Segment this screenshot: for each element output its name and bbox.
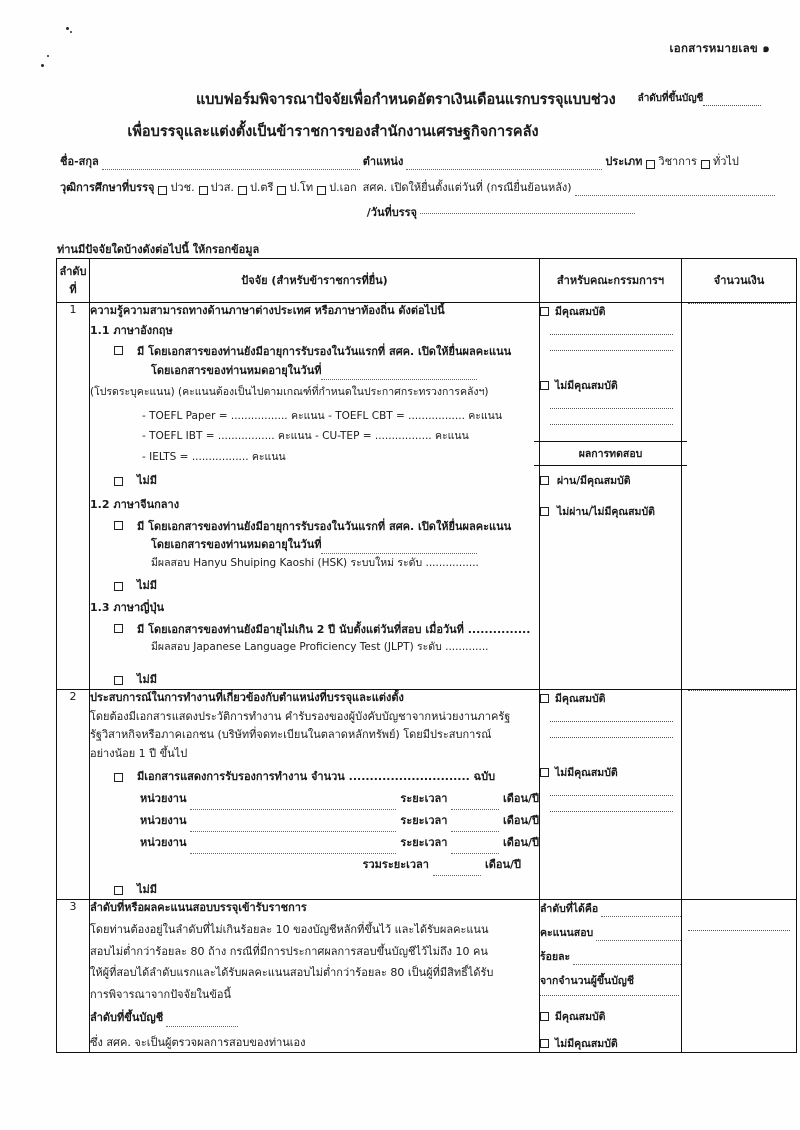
org-label-1: หน่วยงาน [140,792,187,806]
row1-section2-no-label: ไม่มี [137,579,158,593]
checkbox-row1-not-qualified[interactable] [540,381,549,390]
english-score-lines [90,406,539,467]
duration-input-1[interactable] [451,799,499,810]
appointment-date-input[interactable] [420,203,635,214]
row3-rank-label: ลำดับที่ได้คือ [540,903,599,916]
checkbox-english-no[interactable] [114,477,123,486]
checkbox-row2-qualified[interactable] [540,694,549,703]
unit-label-1: เดือน/ปี [502,792,539,806]
row1-number: 1 [57,303,90,690]
name-label: ชื่อ-สกุล [60,155,99,168]
row3-committee-not-qualified-option [540,1035,681,1052]
checkbox-row2-not-qualified[interactable] [540,768,549,777]
row2-paragraph-3: อย่างน้อย 1 ปี ขึ้นไป [90,747,188,761]
unit-label-3: เดือน/ปี [502,836,539,850]
row1-section3-no-label: ไม่มี [137,673,158,687]
checkbox-row3-qualified[interactable] [540,1012,549,1021]
row1-committee-cell [540,303,682,690]
name-position-type-row [60,152,778,170]
duration-label-3: ระยะเวลา [400,836,448,850]
row3-committee-qualified-label: มีคุณสมบัติ [555,1011,606,1024]
row1-section1-yes-line2: โดยเอกสารของท่านหมดอายุในวันที่ [151,364,322,378]
unit-label-2: เดือน/ปี [502,814,539,828]
row1-committee-qualified-option [540,303,681,320]
checkbox-education-povoso[interactable] [199,186,208,195]
row3-rank-input[interactable] [601,906,681,917]
row1-section2-no-option [90,578,539,595]
row1-section1-yes-line1: มี โดยเอกสารของท่านยังมีอายุการรับรองในวันแรกที่ สศค. เปิดให้ยื่นผลคะแนน [137,345,512,359]
row1-committee-note-line-1[interactable] [550,334,673,335]
row3-paragraph-2: สอบไม่ต่ำกว่าร้อยละ 80 ถ้าง กรณีที่มีการประกาศผลการสอบขึ้นบัญชีไว้ไม่ถึง 10 คน [90,944,488,958]
row3-percent-input[interactable] [573,954,681,965]
row2-yes-option [90,769,539,786]
row3-paragraph-3: ให้ผู้ที่สอบได้ลำดับแรกและได้รับผลคะแนนสอบไม่ต่ำกว่าร้อยละ 80 เป็นผู้ที่มีสิทธิ์ได้รับ [90,966,494,980]
row3-from-total-label: จากจำนวนผู้ขึ้นบัญชี [540,975,634,988]
row1-section2-yes-line2: โดยเอกสารของท่านหมดอายุในวันที่ [151,538,322,552]
row2-number: 2 [57,689,90,899]
checkbox-row3-not-qualified[interactable] [540,1039,549,1048]
test-result-pass-option [534,466,687,489]
header-amount: จำนวนเงิน [682,259,797,303]
row3-score-label: คะแนนสอบ [540,927,594,940]
row2-yes-label[interactable]: มีเอกสารแสดงการรับรองการทำงาน จำนวน ............................. ฉบับ [137,769,496,783]
row1-section3-title: 1.3 ภาษาญี่ปุ่น [90,600,165,614]
education-option-0: ปวช. [170,181,195,194]
row2-committee-qualified-option [540,690,681,707]
row1-section1-note: (โปรดระบุคะแนน) (คะแนนต้องเป็นไปตามเกณฑ์ที่กำหนดในประกาศกระทรวงการคลังฯ) [90,385,489,398]
row1-committee-not-qualified-label: ไม่มีคุณสมบัติ [555,380,618,392]
checkbox-type-general[interactable] [701,160,710,169]
row3-paragraph-4: การพิจารณาจากปัจจัยในข้อนี้ [90,988,232,1002]
score-line-toefl-ibt-cutep[interactable]: - TOEFL IBT = ................. คะแนน - CU-TEP = ................. คะแนน [142,430,469,443]
row2-heading: ประสบการณ์ในการทำงานที่เกี่ยวข้องกับตำแหน่งที่บรรจุและแต่งตั้ง [90,690,404,704]
table-header-row [57,259,797,303]
submission-date-input[interactable] [575,185,775,196]
row2-committee-qualified-label: มีคุณสมบัติ [555,692,606,705]
org-input-1[interactable] [190,799,396,810]
appointment-date-row [60,203,778,221]
test-result-title: ผลการทดสอบ [534,442,687,466]
row1-section1-no-option [90,473,539,490]
org-label-3: หน่วยงาน [140,836,187,850]
scan-artifact [47,55,49,57]
scan-artifact [70,31,72,33]
employment-total-row [140,854,539,876]
test-result-pass-label: ผ่าน/มีคุณสมบัติ [557,475,631,487]
position-input[interactable] [406,159,602,170]
sequence-account-field [638,88,762,106]
checkbox-education-povocho[interactable] [158,186,167,195]
duration-input-2[interactable] [451,821,499,832]
row1-committee-not-qualified-option [540,377,681,394]
score-line-toefl-paper-cbt[interactable]: - TOEFL Paper = ................. คะแนน - TOEFL CBT = ................. คะแนน [142,409,503,422]
checkbox-result-fail[interactable] [540,507,549,516]
row3-percent-label: ร้อยละ [540,951,571,964]
row1-section3-yes-option [90,622,539,657]
row2-amount-cell[interactable] [682,689,797,899]
education-option-1: ปวส. [210,181,234,194]
row1-section1-yes-option [90,344,539,379]
header-committee: สำหรับคณะกรรมการฯ [540,259,682,303]
row3-rank-field [540,900,681,917]
row3-from-total-input[interactable] [540,995,679,996]
position-label: ตำแหน่ง [362,155,404,168]
header-no: ลำดับที่ [57,259,90,303]
row3-committee-cell [540,900,682,1053]
org-input-3[interactable] [190,843,396,854]
checkbox-english-yes[interactable] [114,346,123,355]
row1-section3-yes-line1[interactable]: มี โดยเอกสารของท่านยังมีอายุไม่เกิน 2 ปี นับตั้งแต่วันที่สอบ เมื่อวันที่ ............... [137,622,531,636]
row2-factor-cell [90,689,540,899]
duration-label-1: ระยะเวลา [400,792,448,806]
row1-heading: ความรู้ความสามารถทางด้านภาษาต่างประเทศ หรือภาษาท้องถิ่น ดังต่อไปนี้ [90,304,445,317]
document-number: เอกสารหมายเลข ๑ [669,41,770,55]
type-option-general: ทั่วไป [712,155,739,168]
table-row [57,900,797,1053]
org-label-2: หน่วยงาน [140,814,187,828]
row2-committee-note-line-3[interactable] [550,795,673,796]
total-duration-input[interactable] [433,865,481,876]
row3-account-label: ลำดับที่ขึ้นบัญชี [90,1010,164,1024]
title-block [0,88,800,143]
row2-amount-input[interactable] [688,690,790,691]
name-input[interactable] [102,159,360,170]
test-result-fail-label: ไม่ผ่าน/ไม่มีคุณสมบัติ [557,506,655,518]
checkbox-type-academic[interactable] [646,160,655,169]
type-label: ประเภท [605,155,643,168]
row3-committee-qualified-option [540,1008,681,1025]
org-input-2[interactable] [190,821,396,832]
education-note: สศค. เปิดให้ยื่นตั้งแต่วันที่ (กรณียื่นย้อนหลัง) [362,181,572,194]
row1-committee-qualified-label: มีคุณสมบัติ [555,306,606,318]
row3-score-input[interactable] [596,930,681,941]
row2-committee-not-qualified-label: ไม่มีคุณสมบัติ [555,766,618,779]
education-option-3: ป.โท [289,181,314,194]
total-duration-label: รวมระยะเวลา [362,858,429,872]
row2-paragraph-1: โดยต้องมีเอกสารแสดงประวัติการทำงาน คำรับรองของผู้บังคับบัญชาจากหน่วยงานภาครัฐ [90,709,511,723]
type-option-academic: วิชาการ [658,155,697,168]
sequence-account-blank[interactable] [703,105,761,106]
row3-percent-field [540,948,681,965]
row2-committee-cell [540,689,682,899]
employment-row-2 [140,810,539,832]
row3-heading: ลำดับที่หรือผลคะแนนสอบบรรจุเข้ารับราชการ [90,901,307,915]
employment-row-1 [140,788,539,810]
row1-committee-note-line-3[interactable] [550,408,673,409]
row3-account-field [90,1010,539,1027]
scan-artifact [41,64,44,67]
row3-paragraph-1: โดยท่านต้องอยู่ในลำดับที่ไม่เกินร้อยละ 10 ของบัญชีหลักที่ขึ้นไว้ และได้รับผลคะแนน [90,922,489,936]
row3-committee-not-qualified-label: ไม่มีคุณสมบัติ [555,1038,618,1051]
checkbox-experience-yes[interactable] [114,773,123,782]
row3-amount-cell[interactable] [682,900,797,1053]
test-result-fail-option [534,489,687,520]
english-expiry-date-input[interactable] [321,370,477,380]
row1-section2-yes-line1: มี โดยเอกสารของท่านยังมีอายุการรับรองในวันแรกที่ สศค. เปิดให้ยื่นผลคะแนน [137,519,512,533]
checkbox-education-doctorate[interactable] [317,186,326,195]
checkbox-row1-qualified[interactable] [540,307,549,316]
form-title-line1: แบบฟอร์มพิจารณาปัจจัยเพื่อกำหนดอัตราเงินเดือนแรกบรรจุแบบช่วง [196,92,616,108]
row1-section3-no-option [90,672,539,689]
chinese-expiry-date-input[interactable] [321,544,477,554]
instruction-text: ท่านมีปัจจัยใดบ้างดังต่อไปนี้ ให้กรอกข้อมูล [57,243,260,256]
row3-number: 3 [57,900,90,1053]
education-label: วุฒิการศึกษาที่บรรจุ [60,181,155,194]
applicant-fields [60,152,778,221]
employment-history-lines [90,788,539,876]
total-unit-label: เดือน/ปี [484,858,521,872]
education-row [60,178,778,196]
row3-footer: ซึ่ง สศค. จะเป็นผู้ตรวจผลการสอบของท่านเอง [90,1035,306,1049]
factors-table [56,258,797,1053]
duration-input-3[interactable] [451,843,499,854]
row1-section2-title: 1.2 ภาษาจีนกลาง [90,497,180,511]
row1-section1-no-label: ไม่มี [137,474,158,488]
row1-section1-title: 1.1 ภาษาอังกฤษ [90,323,173,337]
row1-factor-cell [90,303,540,690]
row3-amount-input[interactable] [688,930,790,931]
form-title-line2: เพื่อบรรจุและแต่งตั้งเป็นข้าราชการของสำนักงานเศรษฐกิจการคลัง [127,124,539,140]
checkbox-chinese-yes[interactable] [114,521,123,530]
test-result-box [534,441,687,520]
checkbox-japanese-yes[interactable] [114,624,123,633]
employment-row-3 [140,832,539,854]
row2-no-option [90,882,539,899]
scan-artifact [66,27,69,30]
checkbox-chinese-no[interactable] [114,582,123,591]
education-option-2: ป.ตรี [249,181,274,194]
checkbox-japanese-no[interactable] [114,676,123,685]
row3-factor-cell [90,900,540,1053]
score-line-ielts[interactable]: - IELTS = ................. คะแนน [142,450,286,463]
checkbox-education-master[interactable] [277,186,286,195]
checkbox-education-bachelor[interactable] [238,186,247,195]
checkbox-experience-no[interactable] [114,886,123,895]
row2-paragraph-2: รัฐวิสาหกิจหรือภาคเอกชน (บริษัทที่จดทะเบียนในตลาดหลักทรัพย์) โดยมีประสบการณ์ [90,728,492,742]
sequence-account-label: ลำดับที่ขึ้นบัญชี [637,93,704,104]
appointment-date-label: /วันที่บรรจุ [366,206,417,219]
row1-section2-hsk-line[interactable]: มีผลสอบ Hanyu Shuiping Kaoshi (HSK) ระบบใหม่ ระดับ ................ [151,557,479,570]
row2-no-label: ไม่มี [137,883,158,897]
table-row [57,303,797,690]
duration-label-2: ระยะเวลา [400,814,448,828]
row1-amount-input[interactable] [688,303,790,304]
row3-account-input[interactable] [166,1016,238,1027]
row3-score-field [540,924,681,941]
table-row [57,689,797,899]
education-option-4: ป.เอก [329,181,357,194]
row1-amount-cell[interactable] [682,303,797,690]
row1-section2-yes-option [90,519,539,572]
row1-section3-jlpt-line[interactable]: มีผลสอบ Japanese Language Proficiency Test (JLPT) ระดับ ............. [151,641,489,654]
row2-committee-note-line-4[interactable] [550,811,673,812]
header-factor: ปัจจัย (สำหรับข้าราชการที่ยื่น) [90,259,540,303]
row2-committee-note-line-1[interactable] [550,721,673,722]
row2-committee-not-qualified-option [540,764,681,781]
checkbox-result-pass[interactable] [540,476,549,485]
